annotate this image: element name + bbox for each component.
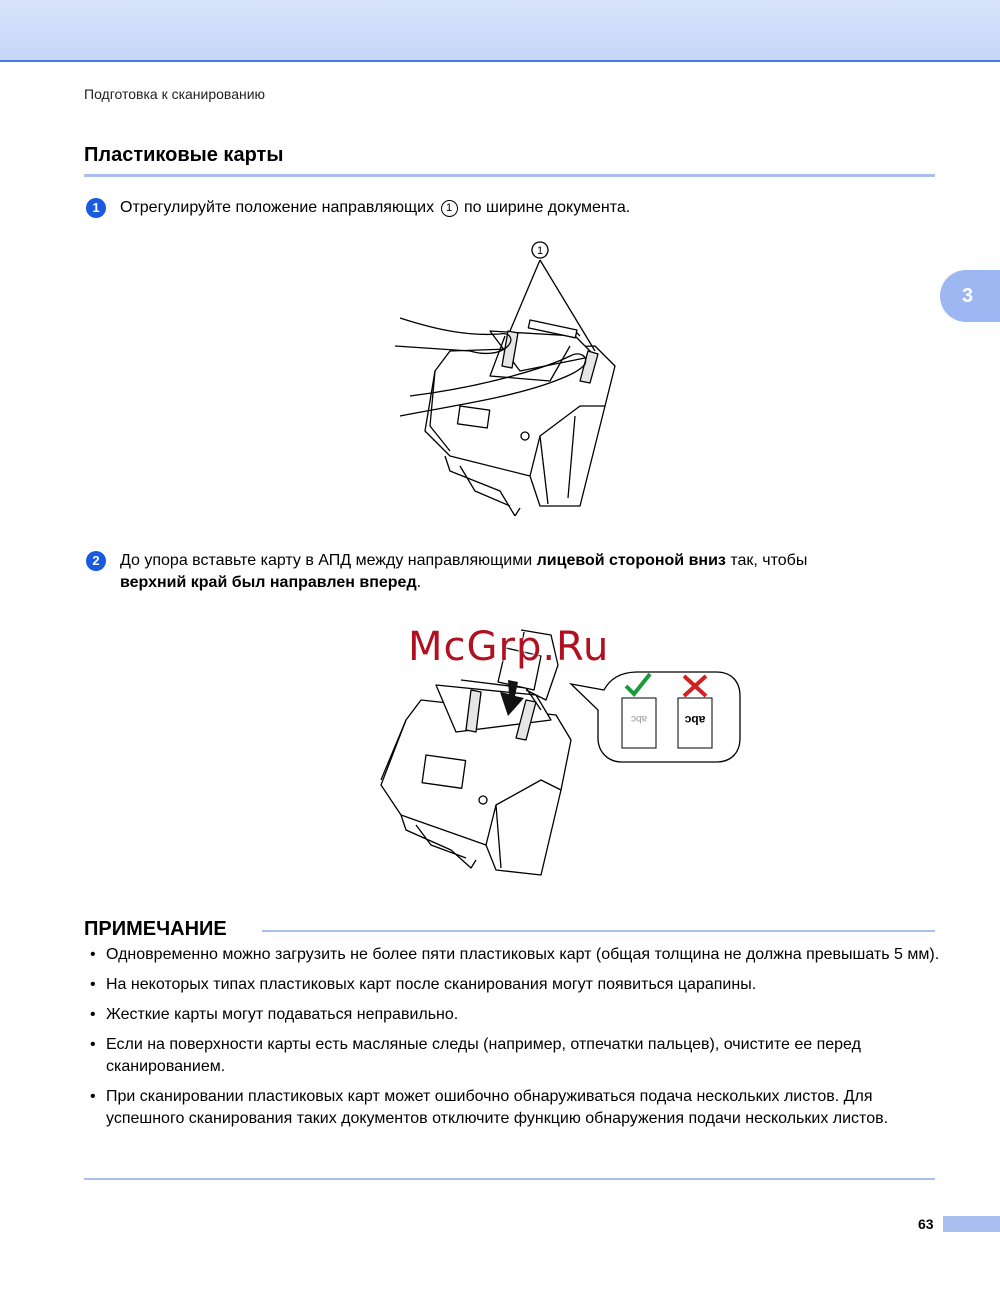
note-rule-bottom bbox=[84, 1178, 935, 1180]
section-title: Пластиковые карты bbox=[84, 144, 284, 166]
step-2-text-1: До упора вставьте карту в АПД между направляющими bbox=[120, 552, 533, 569]
page-number: 63 bbox=[918, 1216, 934, 1232]
step-1-text-after: по ширине документа. bbox=[463, 199, 631, 216]
figure-adjust-guides bbox=[390, 236, 630, 516]
note-item: • Если на поверхности карты есть масляные следы (например, отпечатки пальцев), очистите ее перед сканированием. bbox=[90, 1034, 940, 1078]
step-2-bullet: 2 bbox=[86, 551, 106, 571]
top-header-band bbox=[0, 0, 1000, 62]
title-rule bbox=[84, 174, 935, 177]
note-list bbox=[90, 944, 940, 1138]
note-item: • При сканировании пластиковых карт может ошибочно обнаруживаться подача нескольких листов. Для успешного сканирования таких документов отключите функцию обнаружения подачи нескольких листов. bbox=[90, 1086, 940, 1130]
note-item: • Жесткие карты могут подаваться неправильно. bbox=[90, 1004, 940, 1026]
chapter-tab[interactable]: 3 bbox=[940, 270, 1000, 322]
step-1-text-before: Отрегулируйте положение направляющих bbox=[120, 199, 435, 216]
figure1-callout-label: 1 bbox=[536, 245, 544, 257]
step-1-ref-marker: 1 bbox=[441, 200, 458, 217]
step-2-bold-1: лицевой стороной вниз bbox=[536, 552, 726, 569]
good-card-text: abc bbox=[630, 713, 648, 724]
step-2-text bbox=[120, 550, 920, 594]
note-rule-top bbox=[262, 930, 935, 932]
watermark: McGrp.Ru bbox=[408, 624, 610, 670]
running-header: Подготовка к сканированию bbox=[84, 86, 266, 102]
step-1-bullet: 1 bbox=[86, 198, 106, 218]
page-tab bbox=[943, 1216, 1000, 1232]
note-item: • На некоторых типах пластиковых карт после сканирования могут появиться царапины. bbox=[90, 974, 940, 996]
step-2-bold-2: верхний край был направлен вперед bbox=[120, 574, 417, 591]
step-2-text-2: так, чтобы bbox=[730, 552, 808, 569]
note-item: • Одновременно можно загрузить не более пяти пластиковых карт (общая толщина не должна превышать 5 мм). bbox=[90, 944, 940, 966]
bad-card-text: abc bbox=[684, 713, 706, 727]
step-1-text bbox=[120, 197, 630, 219]
step-2-text-3: . bbox=[416, 574, 422, 591]
note-title: ПРИМЕЧАНИЕ bbox=[84, 918, 227, 940]
